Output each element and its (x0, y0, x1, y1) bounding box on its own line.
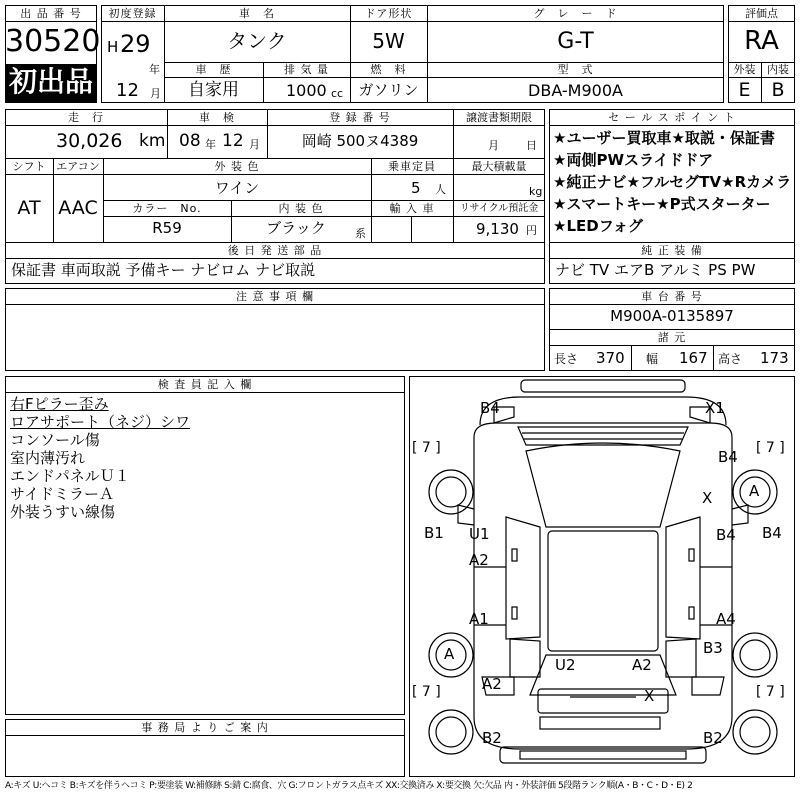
equipment: ナビ TV エアB アルミ PS PW (555, 261, 756, 279)
mark-rear-bumper-left: B2 (482, 729, 502, 747)
mark-rear-glass: U2 (555, 656, 576, 674)
capacity: 5 (411, 179, 421, 197)
exterior-score: E (738, 79, 751, 101)
displacement-label: 排 気 量 (284, 63, 329, 76)
dims-label: 諸 元 (657, 331, 687, 344)
inspector-label: 検 査 員 記 入 欄 (157, 378, 253, 391)
sales-label: セ ー ル ス ポ イ ン ト (608, 111, 736, 124)
chassis-number: M900A-0135897 (610, 307, 734, 325)
color-no-label: カラー No. (132, 202, 202, 215)
mark-rear-wheel-right: [ 7 ] (756, 684, 785, 700)
year-unit: 年 (149, 63, 160, 76)
mark-right-front-wheel: A (749, 482, 760, 500)
displacement-unit: cc (331, 87, 344, 100)
mileage-unit: km (139, 131, 166, 151)
shift-label: シフト (12, 160, 46, 173)
length-label: 長さ (554, 352, 579, 366)
displacement: 1000 (286, 81, 327, 100)
mark-front-bumper-right: X1 (705, 399, 725, 417)
recycle-amount: 9,130 (476, 220, 519, 238)
mark-left-side: B1 (424, 524, 444, 542)
inspector-line-2: ロアサポート（ネジ）シワ (10, 413, 191, 431)
inspection-label: 車 検 (199, 111, 235, 124)
grade: G-T (557, 29, 594, 54)
load-unit: kg (529, 185, 543, 198)
recycle-unit: 円 (526, 224, 537, 237)
exterior-color: ワイン (214, 179, 260, 197)
color-no: R59 (152, 219, 182, 237)
model-code: DBA-M900A (528, 81, 623, 100)
mark-right-rear-quarter: B3 (703, 639, 723, 657)
sales-line-4: ★スマートキー★P式スターター (553, 195, 771, 213)
mileage: 30,026 (56, 130, 123, 152)
ac-label: エアコン (56, 160, 100, 173)
plate-label: 登 録 番 号 (329, 111, 391, 124)
office-label: 事 務 局 よ り ご 案 内 (141, 721, 269, 734)
mark-left-rear-quarter: A2 (482, 675, 502, 693)
damage-diagram (409, 376, 795, 777)
era: H (107, 38, 119, 56)
ac: AAC (58, 197, 98, 219)
door-type: 5W (372, 29, 405, 53)
sales-line-1: ★ユーザー買取車★取説・保証書 (553, 129, 775, 147)
legend: A:キズ U:ヘコミ B:キズを伴うヘコミ P:要塗装 W:補修跡 S:錆 C:腐食、穴 G:フロントガラス点キズ XX:交換済み X:要交換 欠:欠品 内・外装評価 5段階ランク順(A・B・C・D・E) 2 (5, 781, 693, 791)
height-label: 高さ (718, 352, 743, 366)
sales-line-3: ★純正ナビ★フルセグTV★Rカメラ (553, 173, 792, 191)
mark-front-wheel-left: [ 7 ] (412, 440, 441, 456)
inspector-line-1: 右Fピラー歪み (10, 395, 109, 413)
interior-color-label: 内 装 色 (278, 202, 324, 215)
interior-color: ブラック (266, 219, 326, 237)
transfer-day: 日 (526, 139, 537, 152)
capacity-unit: 人 (435, 183, 446, 196)
reg-year: 29 (120, 30, 151, 58)
width: 167 (679, 349, 708, 367)
transfer-month: 月 (488, 139, 499, 152)
capacity-label: 乗車定員 (388, 160, 436, 173)
lot-label: 出 品 番 号 (20, 7, 82, 20)
mark-left-rear-door: A1 (469, 610, 489, 628)
inspection-month: 12 (222, 131, 244, 151)
mark-rear-right: A2 (632, 656, 652, 674)
plate-number: 岡崎 500ヌ4389 (301, 132, 419, 150)
inspection-year: 08 (179, 131, 201, 151)
grade-label: グ レ ー ド (533, 7, 618, 20)
shift: AT (17, 197, 41, 219)
first-listing-label: 初出品 (8, 65, 93, 98)
recycle-label: リサイクル預託金 (459, 203, 539, 214)
inspection-year-unit: 年 (205, 138, 216, 151)
inspector-line-7: 外装うすい線傷 (10, 503, 116, 521)
history-label: 車 歴 (195, 63, 232, 76)
later-parts-label: 後 日 発 送 部 品 (227, 244, 323, 257)
mark-right-rear-door: A4 (716, 610, 736, 628)
lot-number: 30520 (5, 24, 101, 59)
interior-color-unit: 系 (355, 227, 366, 240)
mark-right-front-door: B4 (716, 526, 736, 544)
transfer-label: 譲渡書類期限 (466, 111, 532, 124)
mark-right-mirror: X (702, 489, 713, 507)
inspector-line-3: コンソール傷 (10, 431, 100, 449)
chassis-label: 車 台 番 号 (641, 290, 703, 303)
fuel-label: 燃 料 (370, 63, 407, 76)
exterior-label: 外装 (733, 63, 756, 76)
mark-right-fender: B4 (718, 448, 738, 466)
notes-label: 注 意 事 項 欄 (236, 290, 314, 303)
width-label: 幅 (646, 352, 659, 366)
later-parts: 保証書 車両取説 予備キー ナビロム ナビ取説 (11, 261, 316, 279)
door-label: ドア形状 (364, 7, 413, 20)
import-label: 輸 入 車 (389, 202, 435, 215)
name-label: 車 名 (239, 7, 275, 20)
equipment-label: 純 正 装 備 (641, 244, 703, 257)
sales-line-2: ★両側PWスライドドア (553, 151, 714, 169)
model-label: 型 式 (557, 63, 594, 76)
score-label: 評価点 (745, 7, 778, 20)
reg-month: 12 (116, 80, 139, 101)
mark-left-front-door: U1 (469, 525, 490, 543)
load-label: 最大積載量 (471, 160, 527, 173)
mileage-label: 走 行 (68, 111, 104, 124)
car-name: タンク (227, 29, 287, 53)
length: 370 (596, 349, 625, 367)
mark-rear-panel: X (644, 687, 655, 705)
mark-front-wheel-right: [ 7 ] (756, 440, 785, 456)
car-outline (410, 377, 794, 776)
month-unit: 月 (150, 87, 161, 100)
sales-line-5: ★LEDフォグ (553, 217, 643, 235)
mark-left-front-door-2: A2 (469, 551, 489, 569)
interior-score: B (771, 79, 785, 101)
inspector-line-5: エンドパネルＵ１ (10, 467, 130, 485)
mark-left-rear-wheel: A (444, 645, 455, 663)
reg-year-label: 初度登録 (108, 7, 157, 20)
mark-rear-wheel-left: [ 7 ] (412, 684, 441, 700)
mark-front-bumper-left: B4 (480, 399, 500, 417)
mark-rear-bumper-right: B2 (703, 729, 723, 747)
history: 自家用 (188, 80, 239, 100)
fuel: ガソリン (358, 81, 419, 99)
height: 173 (760, 349, 789, 367)
inspector-line-6: サイドミラーＡ (10, 485, 114, 503)
mark-right-side: B4 (762, 524, 782, 542)
interior-label: 内装 (767, 63, 789, 76)
inspector-line-4: 室内薄汚れ (10, 449, 86, 467)
color-label: 外 装 色 (214, 160, 260, 173)
score: RA (744, 26, 779, 56)
inspection-month-unit: 月 (249, 138, 260, 151)
